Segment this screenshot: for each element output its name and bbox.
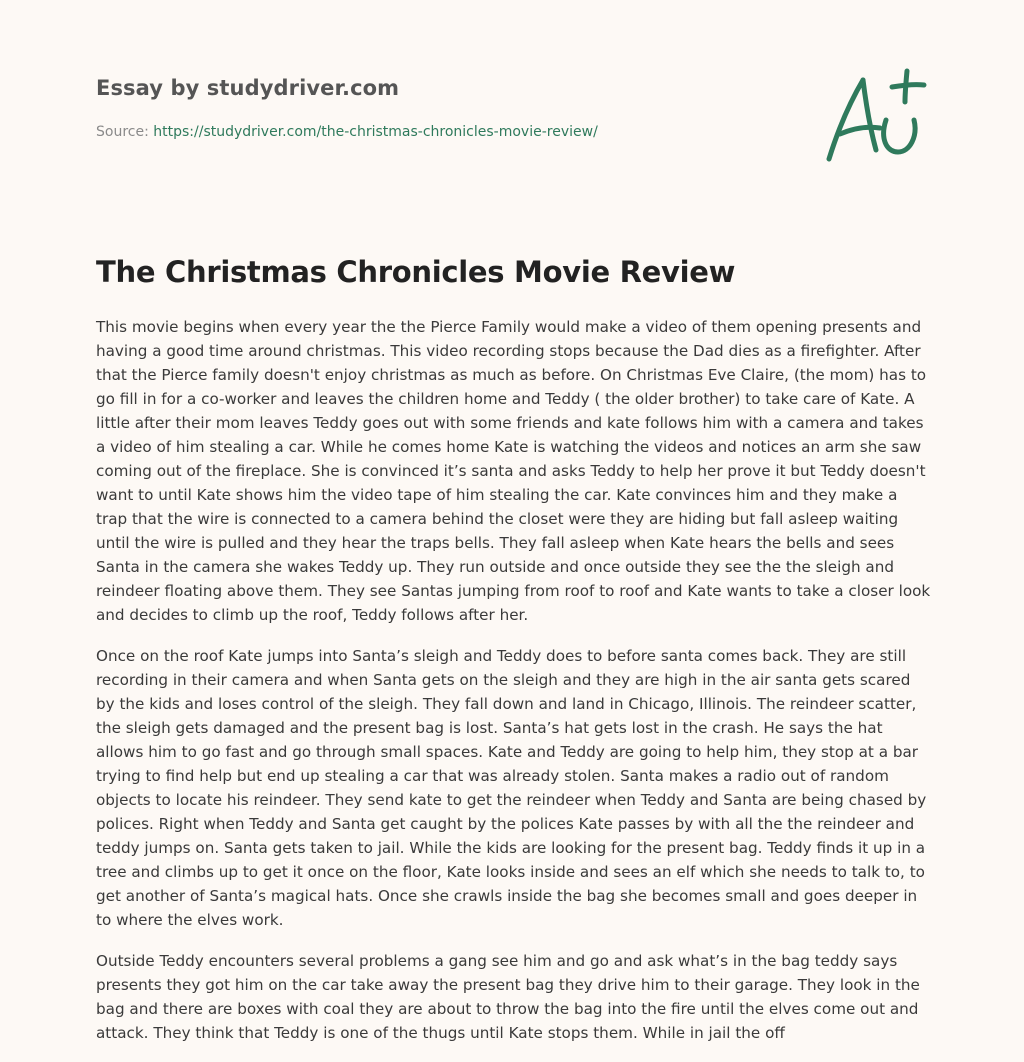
a-plus-logo-icon	[820, 68, 930, 168]
source-line	[96, 124, 598, 140]
article-body	[96, 315, 932, 1062]
article-paragraph: Once on the roof Kate jumps into Santa’s sleigh and Teddy does to before santa comes back. They are still recording in their camera and when Santa gets on the sleigh and they are high in the air santa gets scared by the kids and loses control of the sleigh. They fall down and land in Chicago, Illinois. The reindeer scatter, the sleigh gets damaged and the present bag is lost. Santa’s hat gets lost in the crash. He says the hat allows him to go fast and go through small spaces. Kate and Teddy are going to help him, they stop at a bar trying to find help but end up stealing a car that was already stolen. Santa makes a radio out of random objects to locate his reindeer. They send kate to get the reindeer when Teddy and Santa are being chased by polices. Right when Teddy and Santa get caught by the polices Kate passes by with all the the reindeer and teddy jumps on. Santa gets taken to jail. While the kids are looking for the present bag. Teddy finds it up in a tree and climbs up to get it once on the floor, Kate looks inside and sees an elf which she needs to talk to, to get another of Santa’s magical hats. Once she crawls inside the bag she becomes small and goes deeper in to where the elves work.	[96, 647, 927, 929]
essay-by-heading: Essay by studydriver.com	[96, 76, 400, 100]
source-link[interactable]: https://studydriver.com/the-christmas-chronicles-movie-review/	[153, 124, 598, 140]
article-title: The Christmas Chronicles Movie Review	[96, 255, 736, 289]
article-paragraph: Outside Teddy encounters several problems a gang see him and go and ask what’s in the bag teddy says presents they got him on the car take away the present bag they drive him to their garage. They look in the bag and there are boxes with coal they are about to throw the bag into the fire until the elves come out and attack. They think that Teddy is one of the thugs until Kate stops them. While in jail the off	[96, 952, 920, 1042]
article-paragraph: This movie begins when every year the the Pierce Family would make a video of them opening presents and having a good time around christmas. This video recording stops because the Dad dies as a firefighter. After that the Pierce family doesn't enjoy christmas as much as before. On Christmas Eve Claire, (the mom) has to go fill in for a co-worker and leaves the children home and Teddy ( the older brother) to take care of Kate. A little after their mom leaves Teddy goes out with some friends and kate follows him with a camera and takes a video of him stealing a car. While he comes home Kate is watching the videos and notices an arm she saw coming out of the fireplace. She is convinced it’s santa and asks Teddy to help her prove it but Teddy doesn't want to until Kate shows him the video tape of him stealing the car. Kate convinces him and they make a trap that the wire is connected to a camera behind the closet were they are hiding but fall asleep waiting until the wire is pulled and they hear the traps bells. They fall asleep when Kate hears the bells and sees Santa in the camera she wakes Teddy up. They run outside and once outside they see the the sleigh and reindeer floating above them. They see Santas jumping from roof to roof and Kate wants to take a closer look and decides to climb up the roof, Teddy follows after her.	[96, 318, 931, 624]
source-label: Source:	[96, 124, 154, 140]
